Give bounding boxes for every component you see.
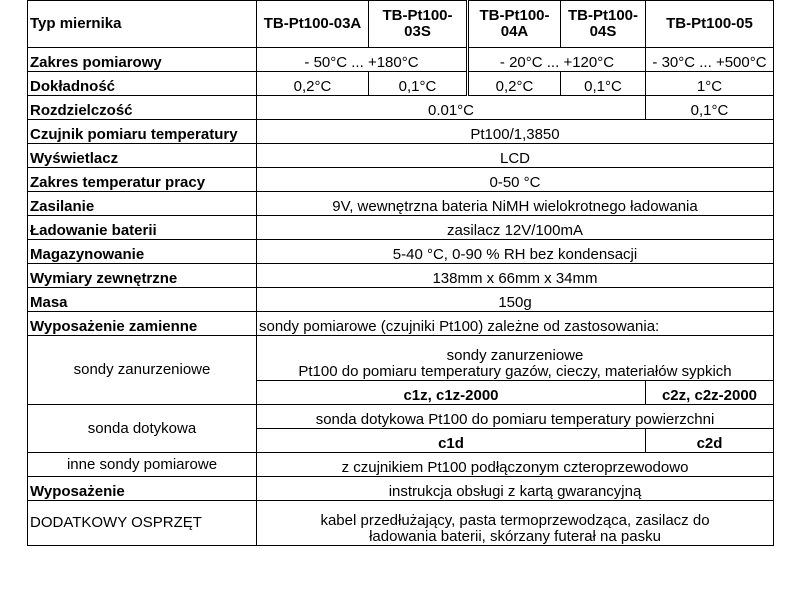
row-rozdzielczosc <box>28 96 774 120</box>
spec-sheet <box>27 0 773 546</box>
row-wymiary <box>28 264 774 288</box>
cell-value: 5-40 °C, 0-90 % RH bez kondensacji <box>257 240 774 264</box>
cell-surface-desc: sonda dotykowa Pt100 do pomiaru temperatury powierzchni <box>257 405 774 429</box>
cell-resolution-05: 0,1°C <box>646 96 774 120</box>
row-label: DODATKOWY OSPRZĘT <box>28 501 257 546</box>
cell-value: Pt100/1,3850 <box>257 120 774 144</box>
row-wyposazenie-zamienne <box>28 312 774 336</box>
row-magazynowanie <box>28 240 774 264</box>
cell-accessories <box>257 501 774 546</box>
row-label: Zasilanie <box>28 192 257 216</box>
cell-value: 150g <box>257 288 774 312</box>
cell-immersion-models-b: c2z, c2z-2000 <box>646 381 774 405</box>
cell-value: sondy pomiarowe (czujniki Pt100) zależne od zastosowania: <box>257 312 774 336</box>
immersion-desc-line1: sondy zanurzeniowe <box>446 347 584 364</box>
header-row <box>28 1 774 48</box>
row-osprzet <box>28 501 774 546</box>
model-04a: TB-Pt100- 04A <box>468 1 561 48</box>
cell-value: 9V, wewnętrzna bateria NiMH wielokrotnego ładowania <box>257 192 774 216</box>
cell-value: 0-50 °C <box>257 168 774 192</box>
row-label: inne sondy pomiarowe <box>28 453 257 477</box>
cell-accuracy-04a: 0,2°C <box>468 72 561 96</box>
cell-resolution-03-04: 0.01°C <box>257 96 646 120</box>
cell-immersion-models-a: c1z, c1z-2000 <box>257 381 646 405</box>
row-label: Zakres pomiarowy <box>28 48 257 72</box>
cell-range-05: - 30°C ... +500°C <box>646 48 774 72</box>
row-ladowanie <box>28 216 774 240</box>
row-czujnik <box>28 120 774 144</box>
model-05: TB-Pt100-05 <box>646 1 774 48</box>
row-label: Wyświetlacz <box>28 144 257 168</box>
cell-surface-models-a: c1d <box>257 429 646 453</box>
cell-immersion-desc <box>257 336 774 381</box>
spec-table <box>27 0 774 546</box>
row-masa <box>28 288 774 312</box>
row-label: Wyposażenie <box>28 477 257 501</box>
model-03a: TB-Pt100-03A <box>257 1 369 48</box>
cell-accuracy-03s: 0,1°C <box>369 72 468 96</box>
row-label: Wyposażenie zamienne <box>28 312 257 336</box>
cell-accuracy-04s: 0,1°C <box>561 72 646 96</box>
cell-accuracy-05: 1°C <box>646 72 774 96</box>
row-zakres-pomiarowy <box>28 48 774 72</box>
row-label: sonda dotykowa <box>28 405 257 453</box>
cell-value: instrukcja obsługi z kartą gwarancyjną <box>257 477 774 501</box>
model-04s: TB-Pt100- 04S <box>561 1 646 48</box>
row-wyposazenie <box>28 477 774 501</box>
row-label: Ładowanie baterii <box>28 216 257 240</box>
immersion-desc-line2: Pt100 do pomiaru temperatury gazów, cieczy, materiałów sypkich <box>298 363 732 380</box>
cell-value: z czujnikiem Pt100 podłączonym czteroprzewodowo <box>257 453 774 477</box>
accessories-line2: ładowania baterii, skórzany futerał na pasku <box>369 528 661 545</box>
row-inne-sondy <box>28 453 774 477</box>
row-sondy-zanurzeniowe-desc <box>28 336 774 381</box>
cell-range-03: - 50°C ... +180°C <box>257 48 468 72</box>
row-label: Wymiary zewnętrzne <box>28 264 257 288</box>
row-zakres-pracy <box>28 168 774 192</box>
row-dokladnosc <box>28 72 774 96</box>
header-label: Typ miernika <box>28 1 257 48</box>
row-label: Magazynowanie <box>28 240 257 264</box>
model-03s: TB-Pt100- 03S <box>369 1 468 48</box>
accessories-line1: kabel przedłużający, pasta termoprzewodząca, zasilacz do <box>320 512 710 529</box>
row-label: Zakres temperatur pracy <box>28 168 257 192</box>
row-zasilanie <box>28 192 774 216</box>
row-label: sondy zanurzeniowe <box>28 336 257 405</box>
row-sonda-dotykowa-desc <box>28 405 774 429</box>
cell-value: 138mm x 66mm x 34mm <box>257 264 774 288</box>
row-label: Masa <box>28 288 257 312</box>
row-label: Dokładność <box>28 72 257 96</box>
row-label: Czujnik pomiaru temperatury <box>28 120 257 144</box>
cell-surface-models-b: c2d <box>646 429 774 453</box>
row-label: Rozdzielczość <box>28 96 257 120</box>
cell-value: LCD <box>257 144 774 168</box>
cell-accuracy-03a: 0,2°C <box>257 72 369 96</box>
row-wyswietlacz <box>28 144 774 168</box>
cell-range-04: - 20°C ... +120°C <box>468 48 646 72</box>
cell-value: zasilacz 12V/100mA <box>257 216 774 240</box>
